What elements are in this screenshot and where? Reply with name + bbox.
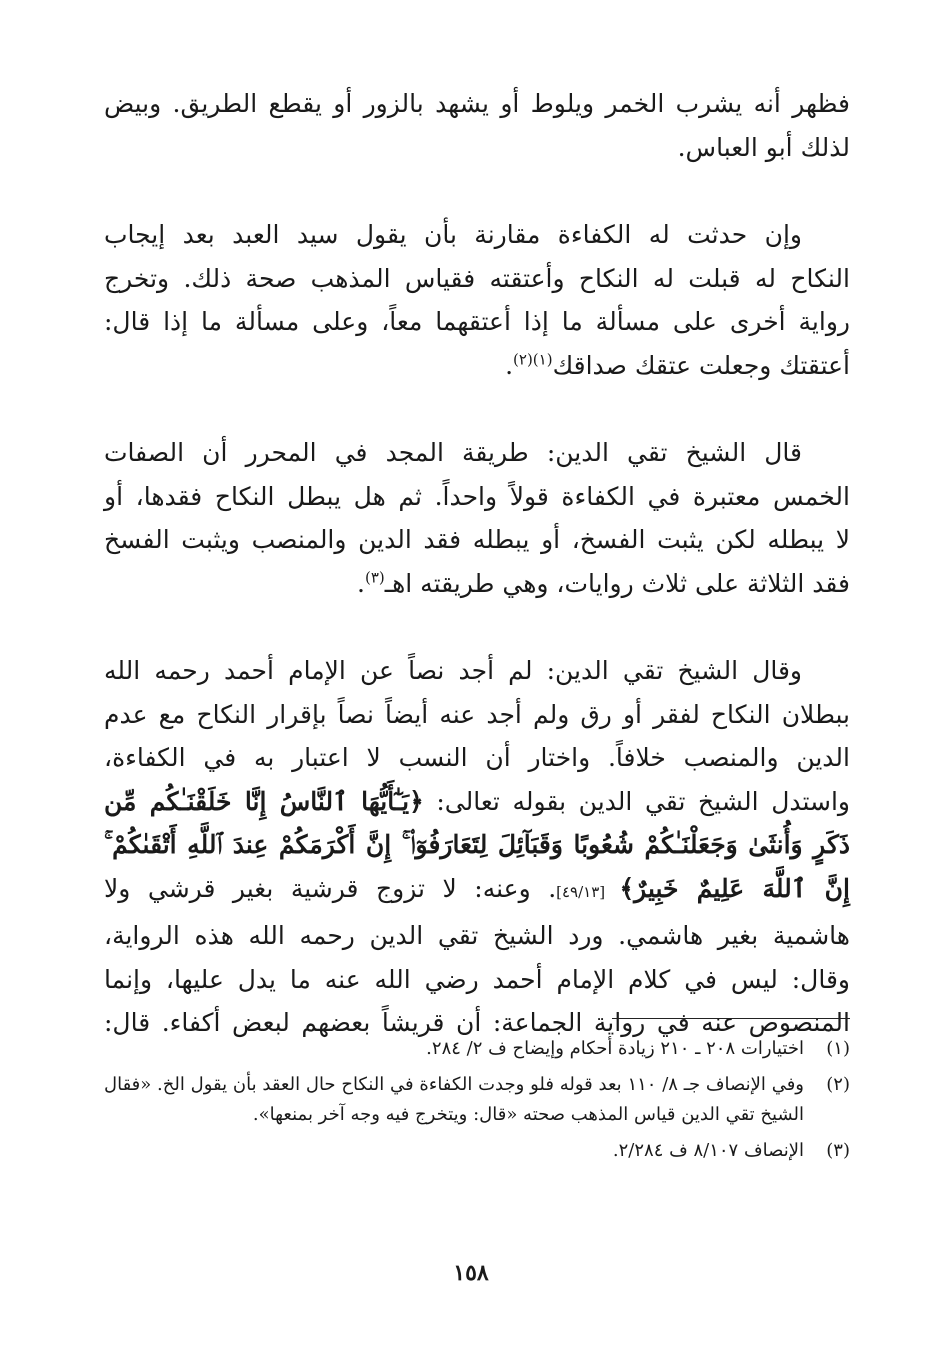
quran-verse: إِنَّ ٱللَّهَ عَلِيمٌ خَبِيرٌ﴾ — [619, 873, 850, 903]
text-line: فظهر أنه يشرب الخمر ويلوط أو يشهد بالزور أو يقطع الطريق. وبيض — [104, 89, 850, 118]
verse-reference: [٤٩/١٣] — [556, 882, 620, 901]
text-line: وقال: ليس في كلام الإمام أحمد رضي الله عنه ما يدل عليها، وإنما — [104, 964, 850, 994]
text-line — [104, 867, 850, 915]
text-segment: فقد الثلاثة على ثلاث روايات، وهي طريقته اهـ — [384, 568, 850, 598]
text-line: الدين والمنصب خلافاً. واختار أن النسب لا اعتبار به في الكفاءة، — [104, 743, 850, 772]
text-line: هاشمية بغير هاشمي. ورد الشيخ تقي الدين رحمه الله هذه الرواية، — [104, 921, 850, 950]
quran-verse-line: ذَكَرٍ وَأُنثَىٰ وَجَعَلْنَـٰكُمْ شُعُوبًا وَقَبَآئِلَ لِتَعَارَفُوٓا۟ ۚ إِنَّ أَكْرَمَكُمْ عِندَ ٱللَّهِ أَتْقَىٰكُمْ ۚ — [104, 830, 850, 859]
paragraph-4 — [104, 649, 850, 1045]
text-segment: واستدل الشيخ تقي الدين بقوله تعالى: — [423, 786, 850, 816]
page-number: ١٥٨ — [453, 1260, 489, 1286]
footnote-divider — [612, 1018, 850, 1019]
paragraph-1 — [104, 82, 850, 169]
text-line: وإن حدثت له الكفاءة مقارنة بأن يقول سيد العبد بعد إيجاب — [104, 220, 802, 249]
footnote-text: اختيارات ٢٠٨ ـ ٢١٠ زيادة أحكام وإيضاح ف ٢/ ٢٨٤. — [426, 1038, 804, 1059]
footnote-number: (٣) — [826, 1140, 850, 1161]
main-text — [104, 82, 850, 1045]
punctuation: . — [505, 350, 514, 380]
text-line: لا يبطله لكن يثبت الفسخ، أو يبطله فقد الدين والمنصب ويثبت الفسخ — [104, 525, 850, 554]
footnote-item — [104, 1070, 850, 1130]
text-line: رواية أخرى على مسألة ما إذا أعتقهما معاً، وعلى مسألة ما إذا قال: — [104, 307, 850, 336]
text-line: قال الشيخ تقي الدين: طريقة المجد في المحرر أن الصفات — [104, 438, 802, 467]
text-segment: أعتقتك وجعلت عتقك صداقك — [552, 350, 850, 380]
text-line: لذلك أبو العباس. — [677, 132, 850, 162]
footnote-ref[interactable]: (١)(٢) — [513, 350, 553, 369]
footnote-item — [104, 1034, 850, 1064]
text-line — [104, 780, 850, 824]
text-line — [104, 562, 850, 606]
punctuation: . — [357, 568, 365, 598]
footnote-number: (١) — [826, 1038, 850, 1059]
quran-verse: ﴿يَـٰٓأَيُّهَا ٱلنَّاسُ إِنَّا خَلَقْنَـٰكُم مِّن — [104, 786, 424, 816]
paragraph-2 — [104, 213, 850, 387]
text-line: المنصوص عنه في رواية الجماعة: أن قريشاً بعضهم لبعض أكفاء. قال: — [104, 1008, 850, 1037]
paragraph-3 — [104, 431, 850, 605]
text-line: وقال الشيخ تقي الدين: لم أجد نصاً عن الإمام أحمد رحمه الله — [104, 656, 802, 685]
footnote-text: وفي الإنصاف جـ ٨/ ١١٠ بعد قوله فلو وجدت الكفاءة في النكاح حال العقد بأن يقول الخ. «فقال الشيخ تقي الدين قياس المذهب صحته «قال: ويتخرج فيه وجه آخر بمنعها». — [104, 1074, 804, 1125]
footnotes — [104, 1034, 850, 1172]
footnote-text: الإنصاف ٨/١٠٧ ف ٢/٢٨٤. — [612, 1140, 804, 1161]
text-segment: . وعنه: لا تزوج قرشية بغير قرشي ولا — [104, 873, 557, 903]
footnote-item — [104, 1136, 850, 1166]
text-line: النكاح له قبلت له النكاح وأعتقته فقياس المذهب صحة ذلك. وتخرج — [104, 263, 850, 293]
text-line — [104, 344, 850, 388]
text-line: الخمس معتبرة في الكفاءة قولاً واحداً. ثم هل يبطل النكاح فقدها، أو — [104, 481, 850, 511]
text-line: ببطلان النكاح لفقر أو رق ولم أجد عنه أيضاً نصاً بإقرار النكاح مع عدم — [104, 699, 850, 729]
footnote-number: (٢) — [826, 1074, 850, 1095]
footnote-ref[interactable]: (٣) — [364, 568, 385, 587]
